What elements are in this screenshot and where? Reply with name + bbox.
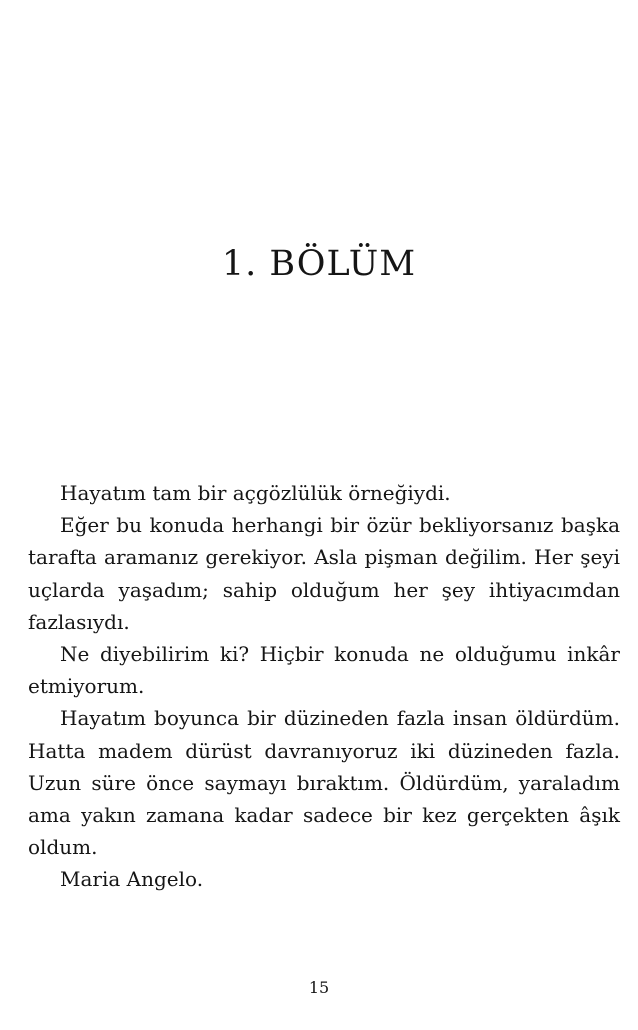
paragraph: Ne diyebilirim ki? Hiçbir konuda ne olduğumu inkâr etmiyorum. <box>28 642 620 699</box>
chapter-body <box>28 477 620 896</box>
paragraph: Eğer bu konuda herhangi bir özür bekliyorsanız başka tarafta aramanız gerekiyor. Asla pişman değilim. Her şeyi uçlarda yaşadım; sahip olduğum her şey ihtiyacımdan fazlasıydı. <box>28 513 620 634</box>
paragraph: Maria Angelo. <box>60 867 204 892</box>
page-number: 15 <box>308 978 330 997</box>
paragraph: Hayatım tam bir açgözlülük örneğiydi. <box>60 481 451 505</box>
paragraph: Hayatım boyunca bir düzineden fazla insan öldürdüm. Hatta madem dürüst davranıyoruz iki düzineden fazla. Uzun süre önce saymayı bıraktım. Öldürdüm, yaraladım ama yakın zamana kadar sadece bir kez gerçekten âşık oldum. <box>28 706 620 860</box>
chapter-title: 1. BÖLÜM <box>221 244 417 284</box>
